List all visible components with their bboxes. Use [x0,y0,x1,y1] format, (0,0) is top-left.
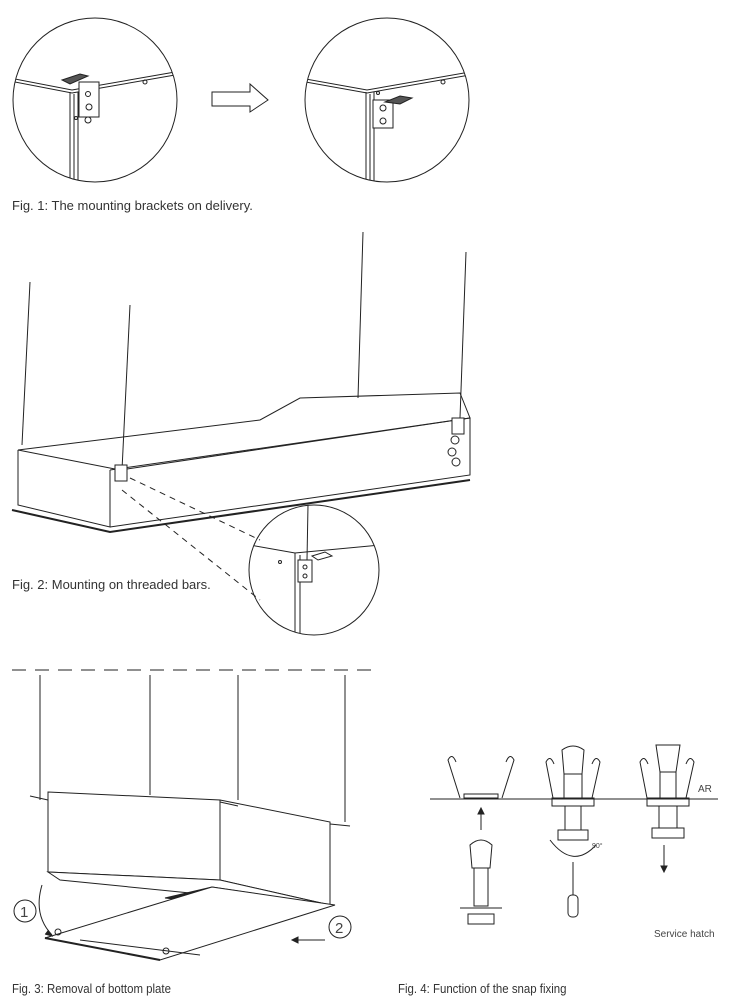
fig4-snap-fixing-sequence [430,745,718,940]
arrow-right-icon [212,84,268,112]
fig3-caption: Fig. 3: Removal of bottom plate [12,981,171,996]
svg-text:2: 2 [335,920,344,937]
fig4-caption: Fig. 4: Function of the snap fixing [398,981,567,996]
svg-text:90°: 90° [592,843,603,850]
fig2-unit-on-threaded-bars [12,232,470,600]
fig2-caption: Fig. 2: Mounting on threaded bars. [12,577,211,592]
svg-text:1: 1 [20,904,29,921]
fig1-detail-left [10,18,177,185]
fig3-unit [30,675,350,960]
svg-text:AR: AR [698,784,712,795]
fig1-caption: Fig. 1: The mounting brackets on delivery. [12,198,253,213]
fig1-detail-right [300,18,470,185]
svg-text:Service hatch: Service hatch [654,929,715,940]
fig2-detail-zoom [249,505,380,640]
